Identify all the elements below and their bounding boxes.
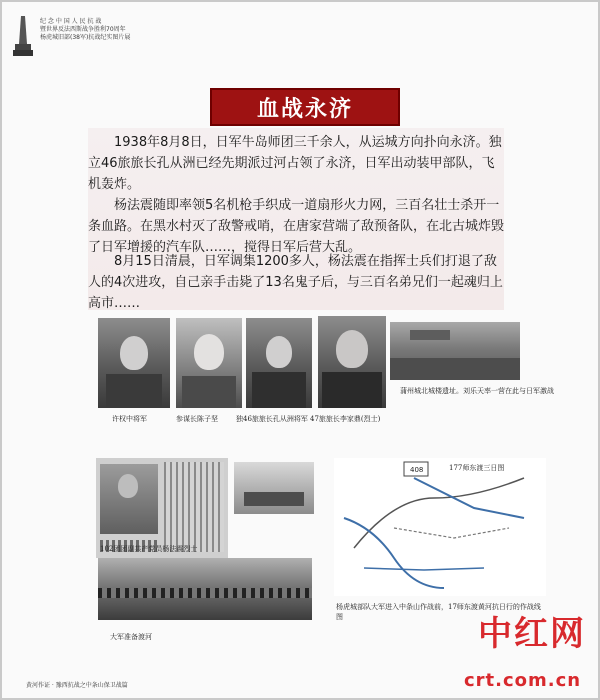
caption-photo-4: 47旅旅长李家鼎(烈士): [310, 415, 381, 423]
portrait-photo-1: [98, 318, 170, 408]
newspaper-clipping: [96, 458, 228, 558]
header-line-1: 纪 念 中 国 人 民 抗 战: [40, 18, 102, 25]
caption-photo-2: 参谋长陈子坚: [176, 415, 218, 423]
caption-photo-3: 独46旅旅长孔从洲将军: [236, 415, 308, 423]
battle-scene-photo: [234, 462, 314, 514]
river-crossing-photo: [98, 558, 312, 620]
section-title-banner: [210, 88, 400, 126]
caption-photo-1: 许权中将军: [112, 415, 147, 423]
exhibition-header: [8, 12, 208, 60]
portrait-photo-4: [318, 316, 386, 408]
city-ruins-photo: [390, 322, 520, 380]
paragraph-1: 1938年8月8日，日军牛岛师团三千余人，从运城方向扑向永济。独立46旅旅长孔从洲已经先期派过河占领了永济，日军出动装甲部队，飞机轰炸。: [88, 135, 502, 192]
url-watermark: crt.com.cn: [464, 670, 582, 691]
caption-photo-5: 蒲州城北城楼遗址。刘乐天率一营在此与日军激战: [400, 387, 554, 395]
brand-watermark: 中红网: [478, 614, 586, 654]
portrait-photo-2: [176, 318, 242, 408]
header-line-3: 杨虎城旧部(38军)抗战纪实图片展: [40, 34, 131, 41]
map-drawing: [334, 458, 546, 596]
caption-photo-6: 102团团副共产党员杨法震烈士: [100, 545, 198, 553]
section-title: 血战永济: [256, 96, 353, 122]
paragraph-3: 8月15日清晨，日军调集1200多人，杨法震在指挥士兵们打退了敌人的4次进攻，自己亲手击毙了13名鬼子后，与三百名弟兄们一起魂归上高市……: [88, 254, 503, 311]
caption-map: 杨虎城部队大军进入中条山作战前，17师东渡黄河抗日行的作战线图: [336, 603, 541, 621]
portrait-photo-3: [246, 318, 312, 408]
map-title-label: 177师东渡三日图: [449, 464, 505, 472]
monument-icon: [12, 14, 34, 58]
header-line-2: 暨世界反法西斯战争胜利70周年: [40, 26, 126, 33]
paragraph-2: 杨法震随即率领5名机枪手织成一道扇形火力网，三百名壮士杀开一条血路。在黑水村灭了敌警戒哨，在唐家营端了敌预备队，在北古城炸毁了日军增援的汽车队……，搅得日军后营大乱。: [88, 198, 505, 255]
battle-route-map: [334, 458, 546, 596]
caption-photo-8: 大军准备渡河: [110, 633, 152, 641]
map-box-label: 408: [410, 466, 424, 474]
footer-text: 黄河作证 · 豫西抗战之中条山保卫战篇: [26, 682, 128, 689]
